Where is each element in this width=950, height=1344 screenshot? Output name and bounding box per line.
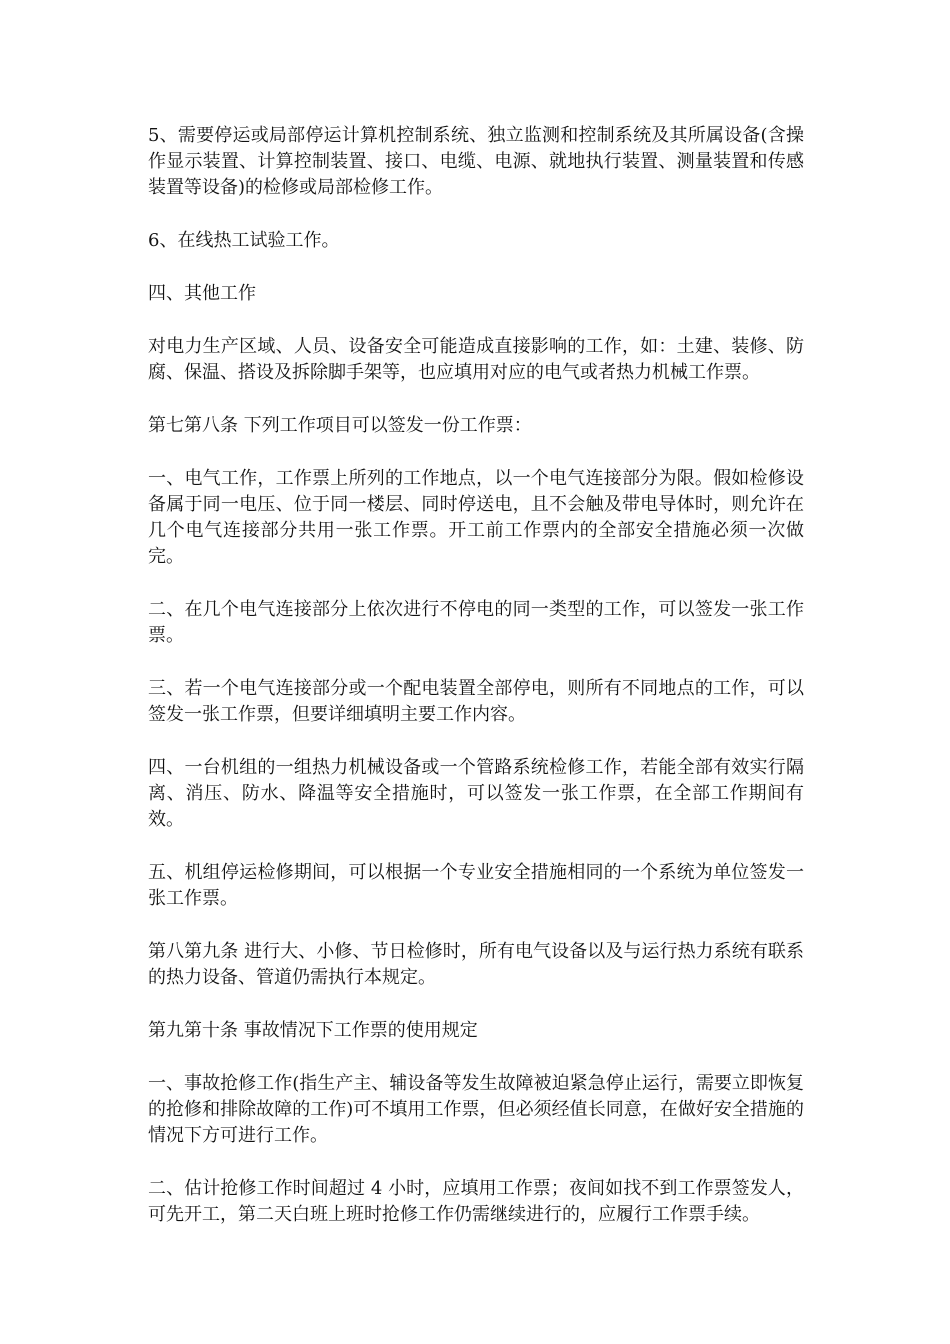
paragraph-other-work-description: 对电力生产区域、人员、设备安全可能造成直接影响的工作，如：土建、装修、防腐、保温、搭设及拆除脚手架等，也应填用对应的电气或者热力机械工作票。	[148, 336, 804, 383]
paragraph-item-6-online-test: 6、在线热工试验工作。	[148, 230, 340, 251]
paragraph-thermal-equipment-work: 四、一台机组的一组热力机械设备或一个管路系统检修工作，若能全部有效实行隔离、消压、防水、降温等安全措施时，可以签发一张工作票，在全部工作期间有效。	[148, 757, 804, 830]
article-heading-10: 第九第十条 事故情况下工作票的使用规定	[148, 1020, 478, 1041]
paragraph-emergency-repair: 一、事故抢修工作(指生产主、辅设备等发生故障被迫紧急停止运行，需要立即恢复的抢修和排除故障的工作)可不填用工作票，但必须经值长同意，在做好安全措施的情况下方可进行工作。	[148, 1073, 804, 1146]
article-heading-8: 第七第八条 下列工作项目可以签发一份工作票：	[148, 415, 532, 436]
paragraph-full-outage-work: 三、若一个电气连接部分或一个配电装置全部停电，则所有不同地点的工作，可以签发一张工作票，但要详细填明主要工作内容。	[148, 678, 804, 725]
paragraph-no-outage-work: 二、在几个电气连接部分上依次进行不停电的同一类型的工作，可以签发一张工作票。	[148, 599, 804, 646]
document-body	[148, 123, 804, 1255]
paragraph-item-5-maintenance: 5、需要停运或局部停运计算机控制系统、独立监测和控制系统及其所属设备(含操作显示装置、计算控制装置、接口、电缆、电源、就地执行装置、测量装置和传感装置等设备)的检修或局部检修工作。	[148, 125, 804, 198]
paragraph-electrical-work: 一、电气工作，工作票上所列的工作地点，以一个电气连接部分为限。假如检修设备属于同一电压、位于同一楼层、同时停送电，且不会触及带电导体时，则允许在几个电气连接部分共用一张工作票。开工前工作票内的全部安全措施必须一次做完。	[148, 468, 804, 567]
paragraph-repair-over-4-hours: 二、估计抢修工作时间超过 4 小时，应填用工作票；夜间如找不到工作票签发人，可先开工，第二天白班上班时抢修工作仍需继续进行的，应履行工作票手续。	[148, 1178, 804, 1225]
paragraph-shutdown-maintenance: 五、机组停运检修期间，可以根据一个专业安全措施相同的一个系统为单位签发一张工作票。	[148, 862, 804, 909]
section-heading-other-work: 四、其他工作	[148, 283, 256, 304]
article-9-overhaul: 第八第九条 进行大、小修、节日检修时，所有电气设备以及与运行热力系统有联系的热力设备、管道仍需执行本规定。	[148, 941, 804, 988]
